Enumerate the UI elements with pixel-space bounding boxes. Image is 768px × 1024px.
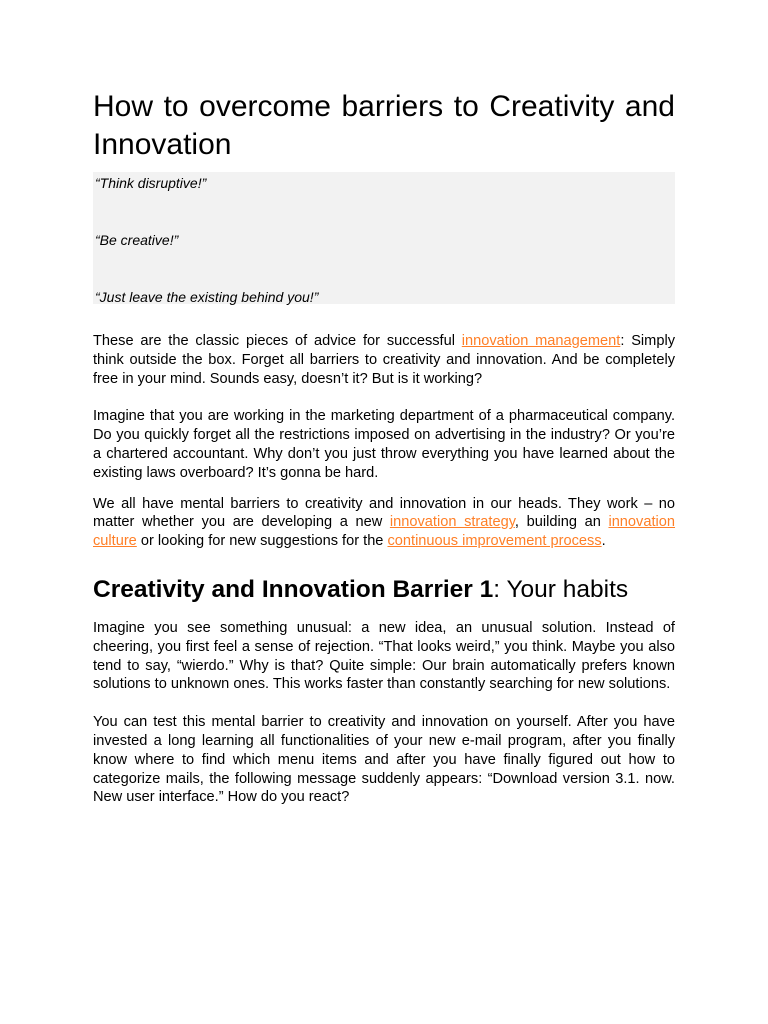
quote-1: “Think disruptive!” (95, 175, 207, 191)
intro-text-start: These are the classic pieces of advice for successful (93, 333, 462, 349)
section-heading-barrier-1 (93, 575, 675, 605)
continuous-improvement-link[interactable]: continuous improvement process (387, 533, 602, 550)
mental-barriers-text-3: or looking for new suggestions for the (136, 533, 388, 550)
section-heading-rest: : Your habits (493, 575, 629, 603)
intro-paragraph (93, 332, 675, 388)
mental-barriers-text-4: . (601, 533, 606, 550)
quote-3: “Just leave the existing behind you!” (95, 289, 319, 305)
innovation-strategy-link[interactable]: innovation strategy (389, 514, 515, 531)
email-test-paragraph: You can test this mental barrier to creativity and innovation on yourself. After you have invested a long learning all functionalities of your new e-mail program, after you finally know where to find which menu items and after you have finally figured out how to categorize mails, the following message suddenly appears: “Download version 3.1. now. New user interface.” How do you react? (93, 714, 675, 806)
mental-barriers-text-1: We all have mental barriers to creativity and innovation in our heads. They work – no matter whether you are developing a new (93, 495, 675, 531)
article-body (93, 88, 675, 807)
habits-paragraph: Imagine you see something unusual: a new idea, an unusual solution. Instead of cheering, you first feel a sense of rejection. “That looks weird,” you think. Maybe you also tend to say, “wierdo.” Why is that? Quite simple: Our brain automatically prefers known solutions to unknown ones. This works faster than constantly searching for new solutions. (93, 619, 675, 693)
quote-block (93, 172, 675, 304)
innovation-management-link[interactable]: innovation management (461, 333, 621, 349)
innovation-culture-link[interactable]: innovation culture (93, 514, 675, 550)
quote-2: “Be creative!” (95, 232, 179, 248)
mental-barriers-paragraph (93, 495, 675, 551)
page-title: How to overcome barriers to Creativity and Innovation (93, 90, 675, 161)
section-heading-bold: Creativity and Innovation Barrier 1 (93, 575, 494, 603)
mental-barriers-text-2: , building an (514, 514, 609, 531)
intro-text-end: : Simply think outside the box. Forget all barriers to creativity and innovation. And be completely free in your mind. Sounds easy, doesn’t it? But is it working? (93, 333, 675, 387)
pharma-paragraph: Imagine that you are working in the marketing department of a pharmaceutical company. Do you quickly forget all the restrictions imposed on advertising in the industry? Or you’re a chartered accountant. Why don’t you just throw everything you have learned about the existing laws overboard? It’s gonna be hard. (93, 408, 675, 481)
